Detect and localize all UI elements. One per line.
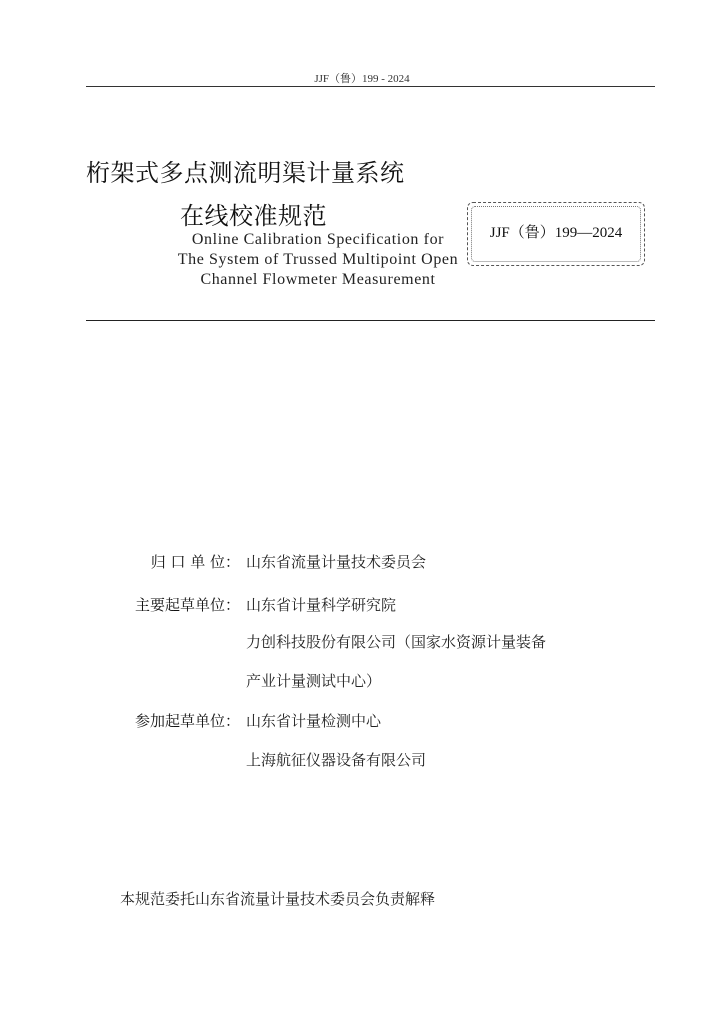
- standard-code-box: [467, 202, 645, 266]
- header-rule: [86, 86, 655, 87]
- responsible-unit-label: 归 口 单 位：: [150, 553, 240, 571]
- main-drafting-unit-label: 主要起草单位：: [134, 596, 240, 614]
- title-english-line-3: Channel Flowmeter Measurement: [200, 271, 436, 288]
- participating-drafting-unit-value-1: 山东省计量检测中心: [246, 712, 382, 730]
- responsible-unit-value: 山东省流量计量技术委员会: [246, 553, 427, 571]
- interpretation-note: 本规范委托山东省流量计量技术委员会负责解释: [120, 890, 436, 908]
- main-drafting-unit-value-3: 产业计量测试中心）: [246, 672, 382, 690]
- participating-drafting-unit-value-2: 上海航征仪器设备有限公司: [246, 751, 427, 769]
- title-chinese-line-2: 在线校准规范: [180, 202, 327, 230]
- participating-drafting-unit-label: 参加起草单位：: [134, 712, 240, 730]
- title-chinese-line-1: 桁架式多点测流明渠计量系统: [86, 159, 405, 187]
- title-english-line-1: Online Calibration Specification for: [191, 231, 445, 248]
- main-drafting-unit-value-1: 山东省计量科学研究院: [246, 596, 397, 614]
- standard-code: JJF（鲁）199—2024: [489, 225, 623, 241]
- main-drafting-unit-value-2: 力创科技股份有限公司（国家水资源计量装备: [246, 633, 547, 651]
- header-standard-code: JJF（鲁）199 - 2024: [314, 73, 410, 85]
- title-divider: [86, 320, 655, 321]
- title-english-line-2: The System of Trussed Multipoint Open: [177, 251, 459, 268]
